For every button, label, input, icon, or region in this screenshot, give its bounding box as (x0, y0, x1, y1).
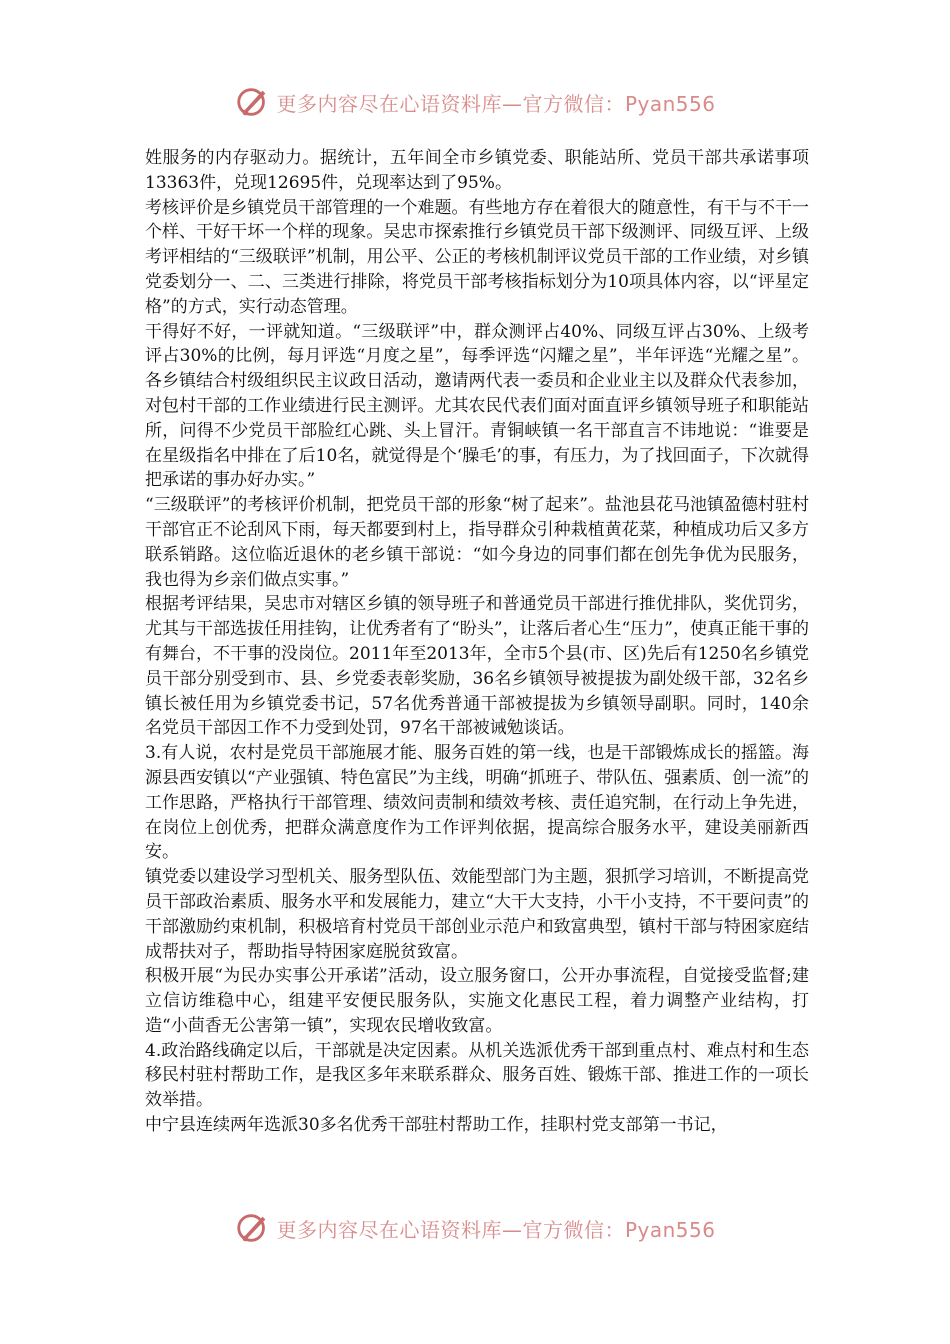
paragraph: “三级联评”的考核评价机制，把党员干部的形象“树了起来”。盐池县花马池镇盈德村驻村干部官正不论刮风下雨，每天都要到村上，指导群众引种栽植黄花菜，种植成功后又多方联系销路。这位临近退休的老乡镇干部说：“如今身边的同事们都在创先争优为民服务，我也得为乡亲们做点实事。” (145, 495, 809, 590)
header-banner-text: 更多内容尽在心语资料库—官方微信：Pyan556 (276, 91, 716, 116)
paragraph: 干得好不好，一评就知道。“三级联评”中，群众测评占40%、同级互评占30%、上级考评占30%的比例，每月评选“月度之星”，每季评选“闪耀之星”，半年评选“光耀之星”。各乡镇结合村级组织民主议政日活动，邀请两代表一委员和企业业主以及群众代表参加，对包村干部的工作业绩进行民主测评。尤其农民代表们面对面直评乡镇领导班子和职能站所，问得不少党员干部脸红心跳、头上冒汗。青铜峡镇一名干部直言不讳地说：“谁要是在星级指名中排在了后10名，就觉得是个‘臊毛’的事，有压力，为了找回面子，下次就得把承诺的事办好办实。” (145, 321, 809, 491)
brush-logo-icon (234, 83, 272, 121)
paragraph: 根据考评结果，吴忠市对辖区乡镇的领导班子和普通党员干部进行推优排队，奖优罚劣，尤其与干部选拔任用挂钩，让优秀者有了“盼头”，让落后者心生“压力”，使真正能干事的有舞台，不干事的没岗位。2011年至2013年，全市5个县(市、区)先后有1250名乡镇党员干部分别受到市、县、乡党委表彰奖励，36名乡镇领导被提拔为副处级干部，32名乡镇长被任用为乡镇党委书记，57名优秀普通干部被提拔为乡镇领导副职。同时，140余名党员干部因工作不力受到处罚，97名干部被诫勉谈话。 (145, 594, 809, 739)
header-banner (0, 82, 950, 122)
brush-logo-icon (234, 1209, 272, 1247)
paragraph: 积极开展“为民办实事公开承诺”活动，设立服务窗口，公开办事流程，自觉接受监督;建立信访维稳中心，组建平安便民服务队，实施文化惠民工程，着力调整产业结构，打造“小茴香无公害第一镇”，实现农民增收致富。 (145, 966, 809, 1036)
document-body (145, 146, 809, 1138)
paragraph: 3.有人说，农村是党员干部施展才能、服务百姓的第一线，也是干部锻炼成长的摇篮。海源县西安镇以“产业强镇、特色富民”为主线，明确“抓班子、带队伍、强素质、创一流”的工作思路，严格执行干部管理、绩效问责制和绩效考核、责任追究制，在行动上争先进，在岗位上创优秀，把群众满意度作为工作评判依据，提高综合服务水平，建设美丽新西安。 (145, 743, 809, 863)
paragraph: 中宁县连续两年选派30多名优秀干部驻村帮助工作，挂职村党支部第一书记， (145, 1115, 728, 1136)
paragraph: 考核评价是乡镇党员干部管理的一个难题。有些地方存在着很大的随意性，有干与不干一个样、干好干坏一个样的现象。吴忠市探索推行乡镇党员干部下级测评、同级互评、上级考评相结的“三级联评”机制，用公平、公正的考核机制评议党员干部的工作业绩，对乡镇党委划分一、二、三类进行排除，将党员干部考核指标划分为10项具体内容，以“评星定格”的方式，实行动态管理。 (145, 197, 809, 317)
paragraph: 4.政治路线确定以后，干部就是决定因素。从机关选派优秀干部到重点村、难点村和生态移民村驻村帮助工作，是我区多年来联系群众、服务百姓、锻炼干部、推进工作的一项长效举措。 (145, 1040, 809, 1111)
paragraph: 姓服务的内存驱动力。据统计，五年间全市乡镇党委、职能站所、党员干部共承诺事项13363件，兑现12695件，兑现率达到了95%。 (145, 148, 809, 193)
footer-banner (0, 1208, 950, 1248)
paragraph: 镇党委以建设学习型机关、服务型队伍、效能型部门为主题，狠抓学习培训，不断提高党员干部政治素质、服务水平和发展能力，建立“大干大支持，小干小支持，不干要问责”的干部激励约束机制，积极培育村党员干部创业示范户和致富典型，镇村干部与特困家庭结成帮扶对子，帮助指导特困家庭脱贫致富。 (145, 867, 809, 962)
footer-banner-text: 更多内容尽在心语资料库—官方微信：Pyan556 (276, 1217, 716, 1242)
